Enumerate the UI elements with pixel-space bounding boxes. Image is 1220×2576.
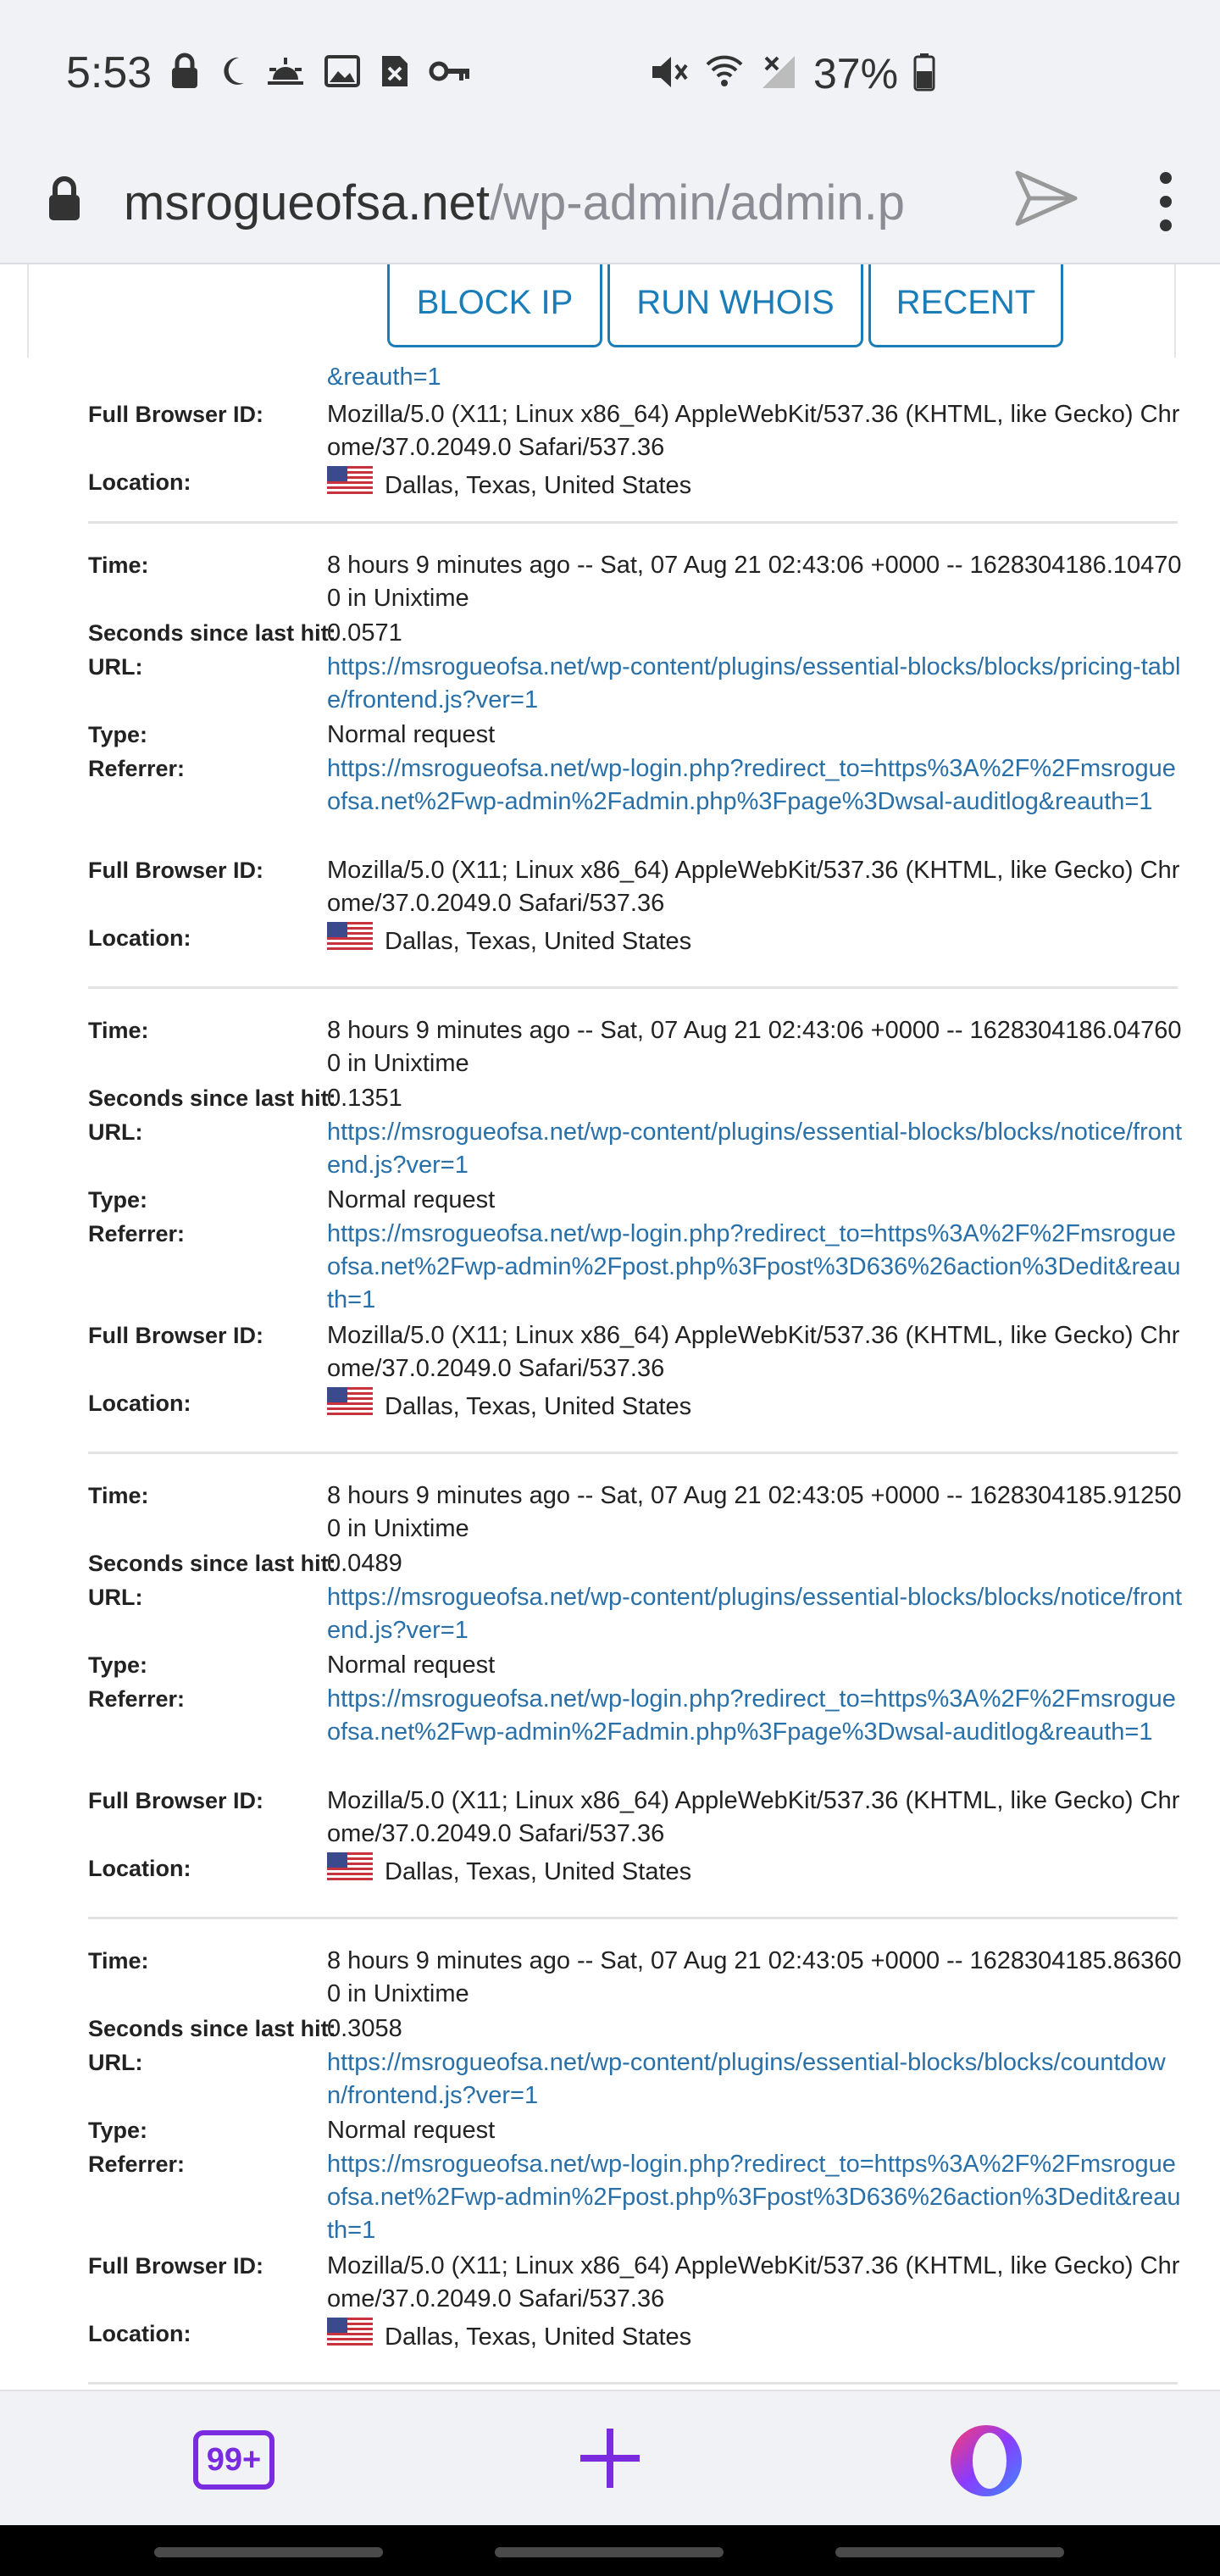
entry-divider — [88, 521, 1178, 524]
more-menu-icon[interactable] — [1151, 168, 1181, 240]
status-bar — [0, 0, 1220, 149]
location-label: Location: — [88, 1856, 191, 1881]
entry-divider — [88, 2382, 1178, 2384]
referrer-link[interactable]: https://msrogueofsa.net/wp-login.php?redirect_to=https%3A%2F%2Fmsrogueofsa.net%2Fwp-admin%2Fpost.php%3Fpost%3D636%26action%3Dedit&reauth=1 — [327, 2151, 1181, 2244]
address-bar — [0, 149, 1220, 264]
send-icon[interactable] — [1012, 164, 1080, 236]
seconds-label: Seconds since last hit: — [88, 620, 336, 646]
seconds-value: 0.0489 — [327, 1550, 402, 1577]
type-value: Normal request — [327, 1652, 496, 1679]
location-text: Dallas, Texas, United States — [385, 1393, 692, 1420]
browser-value: Mozilla/5.0 (X11; Linux x86_64) AppleWebKit/537.36 (KHTML, like Gecko) Chrome/37.0.2049.0 Safari/537.36 — [327, 1322, 1180, 1382]
time-value: 8 hours 9 minutes ago -- Sat, 07 Aug 21 02:43:05 +0000 -- 1628304185.912500 in Unixtime — [327, 1482, 1182, 1542]
us-flag-icon — [327, 1387, 373, 1427]
opera-logo-icon[interactable] — [947, 2422, 1025, 2504]
gesture-handle-right[interactable] — [835, 2547, 1064, 2557]
recent-button[interactable]: RECENT — [868, 264, 1063, 347]
time-label: Time: — [88, 1483, 149, 1508]
wifi-icon — [705, 53, 744, 96]
url-label: URL: — [88, 1119, 143, 1145]
browser-label: Full Browser ID: — [88, 858, 264, 883]
url-link[interactable]: https://msrogueofsa.net/wp-content/plugins/essential-blocks/blocks/notice/frontend.js?ver=1 — [327, 1584, 1183, 1644]
location-value — [327, 466, 1183, 506]
location-label: Location: — [88, 925, 191, 951]
battery-percent: 37% — [813, 50, 899, 97]
url-host: msrogueofsa.net — [124, 175, 491, 230]
image-icon — [324, 54, 361, 92]
type-value: Normal request — [327, 721, 496, 748]
type-label: Type: — [88, 722, 148, 747]
browser-value: Mozilla/5.0 (X11; Linux x86_64) AppleWebKit/537.36 (KHTML, like Gecko) Chrome/37.0.2049.0 Safari/537.36 — [327, 2252, 1180, 2312]
us-flag-icon — [327, 922, 373, 962]
seconds-label: Seconds since last hit: — [88, 2016, 336, 2041]
padlock-icon[interactable] — [46, 175, 83, 230]
sunrise-icon — [266, 54, 305, 92]
notification-icons — [169, 53, 471, 94]
url-link[interactable]: https://msrogueofsa.net/wp-content/plugins/essential-blocks/blocks/notice/frontend.js?ver=1 — [327, 1119, 1183, 1179]
mute-icon — [649, 53, 690, 96]
entry-divider — [88, 1917, 1178, 1919]
location-text: Dallas, Texas, United States — [385, 2323, 692, 2351]
browser-value: Mozilla/5.0 (X11; Linux x86_64) AppleWebKit/537.36 (KHTML, like Gecko) Chrome/37.0.2049.0 Safari/537.36 — [327, 1787, 1180, 1847]
browser-label: Full Browser ID: — [88, 402, 264, 427]
signal-icon — [759, 53, 798, 96]
seconds-label: Seconds since last hit: — [88, 1085, 336, 1111]
gesture-handle-left[interactable] — [154, 2547, 383, 2557]
url-link[interactable]: https://msrogueofsa.net/wp-content/plugins/essential-blocks/blocks/countdown/frontend.js?ver=1 — [327, 2049, 1166, 2109]
run-whois-button[interactable]: RUN WHOIS — [607, 264, 863, 347]
url-label: URL: — [88, 654, 143, 680]
location-text: Dallas, Texas, United States — [385, 1858, 692, 1885]
url-link[interactable]: https://msrogueofsa.net/wp-content/plugins/essential-blocks/blocks/pricing-table/frontend.js?ver=1 — [327, 653, 1181, 713]
type-label: Type: — [88, 1652, 148, 1678]
location-text: Dallas, Texas, United States — [385, 472, 692, 499]
location-value — [327, 1852, 1183, 1892]
type-value: Normal request — [327, 2117, 496, 2144]
browser-value: Mozilla/5.0 (X11; Linux x86_64) AppleWebKit/537.36 (KHTML, like Gecko) Chrome/37.0.2049.0 Safari/537.36 — [327, 401, 1180, 461]
referrer-link[interactable]: &reauth=1 — [327, 364, 441, 391]
url-label: URL: — [88, 1585, 143, 1610]
bottom-navigation — [0, 2390, 1220, 2525]
us-flag-icon — [327, 466, 373, 506]
time-label: Time: — [88, 1948, 149, 1974]
gesture-bar — [0, 2525, 1220, 2576]
url-field[interactable] — [124, 169, 971, 237]
referrer-link[interactable]: https://msrogueofsa.net/wp-login.php?redirect_to=https%3A%2F%2Fmsrogueofsa.net%2Fwp-admin%2Fadmin.php%3Fpage%3Dwsal-auditlog&reauth=1 — [327, 1685, 1176, 1746]
location-label: Location: — [88, 469, 191, 495]
referrer-label: Referrer: — [88, 1686, 186, 1712]
entry-divider — [88, 986, 1178, 989]
moon-icon — [219, 54, 247, 92]
traffic-log — [0, 264, 1220, 2390]
time-label: Time: — [88, 552, 149, 578]
referrer-link[interactable]: https://msrogueofsa.net/wp-login.php?redirect_to=https%3A%2F%2Fmsrogueofsa.net%2Fwp-admin%2Fadmin.php%3Fpage%3Dwsal-auditlog&reauth=1 — [327, 755, 1176, 815]
browser-label: Full Browser ID: — [88, 1788, 264, 1813]
referrer-label: Referrer: — [88, 756, 186, 781]
location-text: Dallas, Texas, United States — [385, 928, 692, 955]
referrer-label: Referrer: — [88, 1221, 186, 1246]
seconds-value: 0.0571 — [327, 619, 402, 647]
seconds-label: Seconds since last hit: — [88, 1551, 336, 1576]
new-tab-plus-icon[interactable] — [576, 2422, 644, 2495]
referrer-label: Referrer: — [88, 2151, 186, 2177]
url-label: URL: — [88, 2050, 143, 2075]
browser-value: Mozilla/5.0 (X11; Linux x86_64) AppleWebKit/537.36 (KHTML, like Gecko) Chrome/37.0.2049.0 Safari/537.36 — [327, 857, 1180, 917]
us-flag-icon — [327, 2318, 373, 2357]
tabs-button[interactable]: 99+ — [193, 2430, 274, 2490]
type-label: Type: — [88, 1187, 148, 1213]
status-time: 5:53 — [66, 48, 152, 97]
us-flag-icon — [327, 1852, 373, 1892]
time-label: Time: — [88, 1018, 149, 1043]
type-value: Normal request — [327, 1186, 496, 1213]
browser-label: Full Browser ID: — [88, 1323, 264, 1348]
battery-icon — [913, 53, 935, 96]
location-value — [327, 922, 1183, 962]
referrer-link[interactable]: https://msrogueofsa.net/wp-login.php?redirect_to=https%3A%2F%2Fmsrogueofsa.net%2Fwp-admin%2Fpost.php%3Fpost%3D636%26action%3Dedit&reauth=1 — [327, 1220, 1181, 1313]
time-value: 8 hours 9 minutes ago -- Sat, 07 Aug 21 02:43:06 +0000 -- 1628304186.104700 in Unixtime — [327, 552, 1182, 612]
location-value — [327, 1387, 1183, 1427]
entry-divider — [88, 1452, 1178, 1454]
action-bar — [27, 264, 1176, 358]
lock-icon — [169, 53, 200, 94]
location-label: Location: — [88, 2321, 191, 2346]
block-ip-button[interactable]: BLOCK IP — [387, 264, 602, 347]
system-icons — [649, 49, 935, 98]
location-label: Location: — [88, 1391, 191, 1416]
url-path: /wp-admin/admin.p — [490, 175, 906, 230]
type-label: Type: — [88, 2118, 148, 2143]
browser-label: Full Browser ID: — [88, 2253, 264, 2279]
blocked-file-icon — [380, 53, 410, 93]
seconds-value: 0.1351 — [327, 1085, 402, 1112]
key-icon — [429, 58, 471, 88]
time-value: 8 hours 9 minutes ago -- Sat, 07 Aug 21 02:43:05 +0000 -- 1628304185.863600 in Unixtime — [327, 1947, 1182, 2007]
gesture-handle-center[interactable] — [495, 2547, 724, 2557]
seconds-value: 0.3058 — [327, 2015, 402, 2042]
time-value: 8 hours 9 minutes ago -- Sat, 07 Aug 21 02:43:06 +0000 -- 1628304186.047600 in Unixtime — [327, 1017, 1182, 1077]
location-value — [327, 2318, 1183, 2357]
